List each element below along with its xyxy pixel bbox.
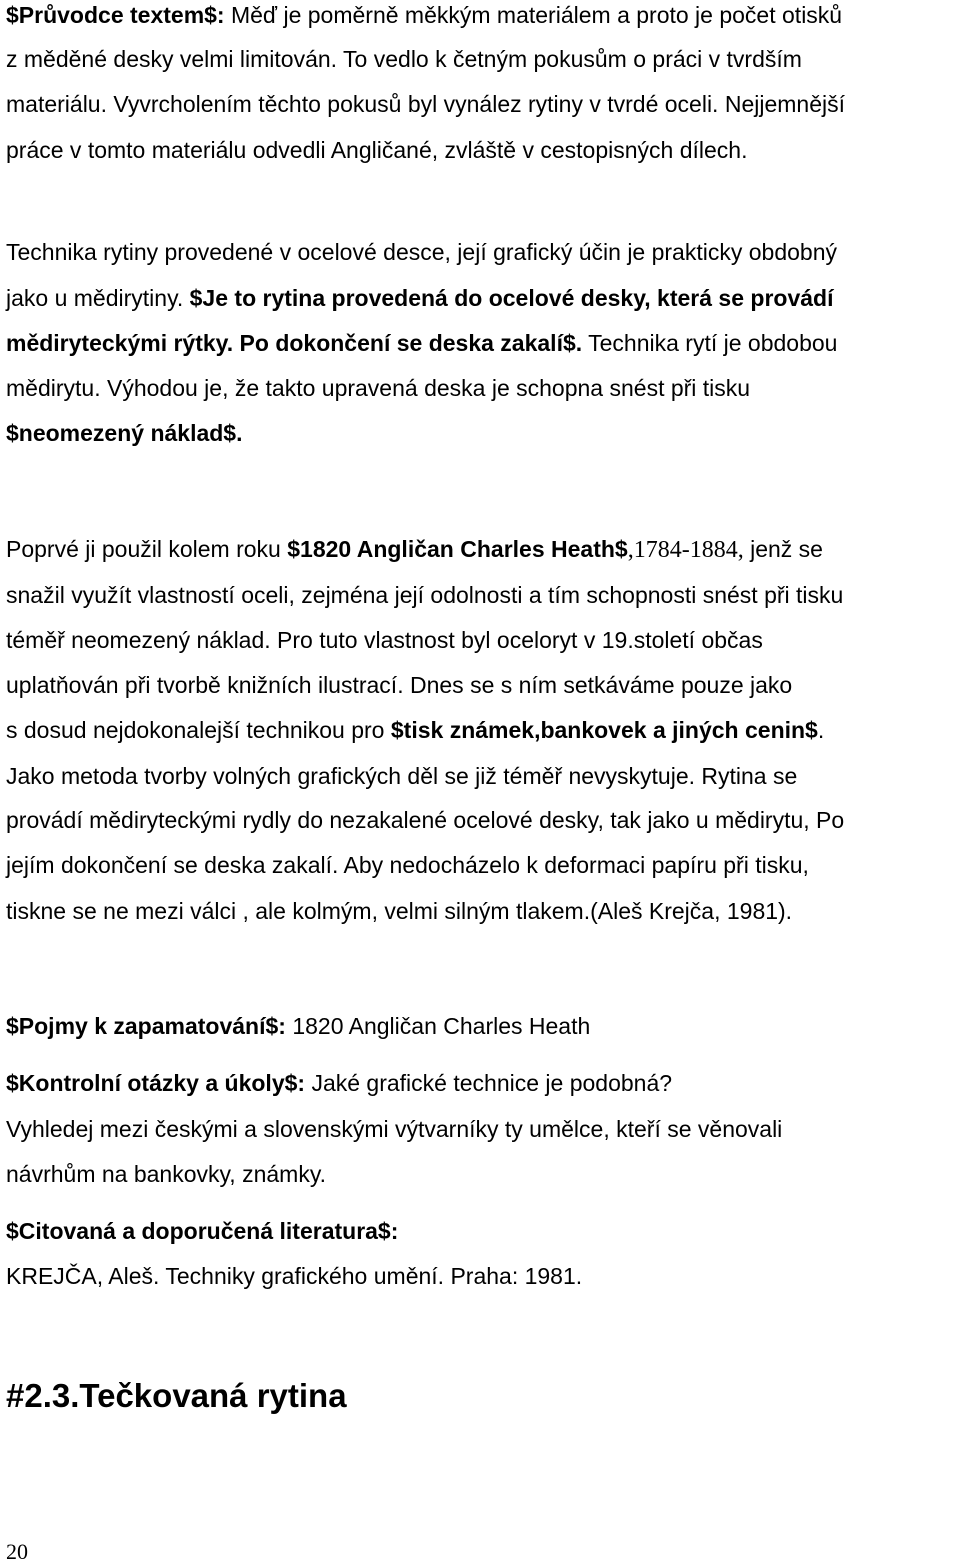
p3-line-4: uplatňován při tvorbě knižních ilustrací. Dnes se s ním setkáváme pouze jako [6,672,793,698]
terms-label: $Pojmy k zapamatování$: [6,1013,286,1039]
literature-label: $Citovaná a doporučená literatura$: [6,1218,399,1244]
p1-line-1: $Průvodce textem$: Měď je poměrně měkkým materiálem a proto je počet otisků [6,2,843,28]
p2-line-4: mědirytu. Výhodou je, že takto upravená deska je schopna snést při tisku [6,375,751,401]
p3-line-1: Poprvé ji použil kolem roku $1820 Angličan Charles Heath$,1784-1884, jenž se [6,536,823,563]
p1-line-4: práce v tomto materiálu odvedli Angličané, zvláště v cestopisných dílech. [6,137,748,163]
p1-line-3: materiálu. Vyvrcholením těchto pokusů byl vynález rytiny v tvrdé oceli. Nejjemnější [6,91,845,117]
guide-label: $Průvodce textem$: [6,2,225,28]
questions-line-3: návrhům na bankovky, známky. [6,1161,327,1187]
questions-line-2: Vyhledej mezi českými a slovenskými výtvarníky ty umělce, kteří se věnovali [6,1116,783,1142]
terms-line: $Pojmy k zapamatování$: 1820 Angličan Charles Heath [6,1013,591,1039]
p3-line-3: téměř neomezený náklad. Pro tuto vlastnost byl oceloryt v 19.století občas [6,627,763,653]
page-number: 20 [6,1539,28,1564]
p2-line-3: mědiryteckými rýtky. Po dokončení se deska zakalí$. Technika rytí je obdobou [6,330,838,356]
p2-line-2: jako u mědirytiny. $Je to rytina provedená do ocelové desky, která se provádí [6,285,834,311]
literature-entry: KREJČA, Aleš. Techniky grafického umění. Praha: 1981. [6,1263,583,1289]
p3-line-5: s dosud nejdokonalejší technikou pro $tisk známek,bankovek a jiných cenin$. [6,717,825,743]
p1-line-2: z měděné desky velmi limitován. To vedlo k četným pokusům o práci v tvrdším [6,46,802,72]
questions-line-1: $Kontrolní otázky a úkoly$: Jaké grafické technice je podobná? [6,1070,673,1096]
p3-line-8: jejím dokončení se deska zakalí. Aby nedocházelo k deformaci papíru při tisku, [6,852,809,878]
p3-line-6: Jako metoda tvorby volných grafických děl se již téměř nevyskytuje. Rytina se [6,763,798,789]
p3-line-7: provádí mědiryteckými rydly do nezakalené ocelové desky, tak jako u mědirytu, Po [6,807,845,833]
p3-line-2: snažil využít vlastností oceli, zejména její odolnosti a tím schopnosti snést při tisku [6,582,844,608]
questions-label: $Kontrolní otázky a úkoly$: [6,1070,306,1096]
p2-line-5: $neomezený náklad$. [6,420,243,446]
p2-line-1: Technika rytiny provedené v ocelové desce, její grafický účin je prakticky obdobný [6,239,837,265]
section-heading: #2.3.Tečkovaná rytina [6,1377,347,1414]
p3-line-9: tiskne se ne mezi válci , ale kolmým, velmi silným tlakem.(Aleš Krejča, 1981). [6,898,793,924]
